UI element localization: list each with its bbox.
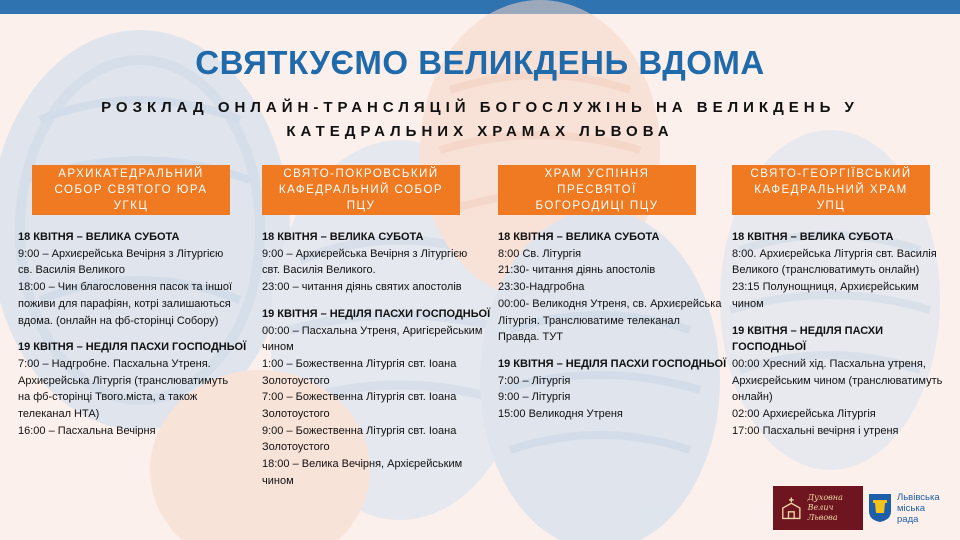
- schedule-line: 7:00 – Божественна Літургія свт. Іоана: [262, 391, 457, 404]
- schedule-line: 18:00 – Чин благословення пасок та іншої: [18, 281, 233, 294]
- dukhovna-velych-lvova-logo: [773, 486, 863, 530]
- church-icon: [779, 495, 804, 521]
- logo-text-line: міська: [897, 502, 925, 514]
- schedule-column-pokrovskyi: [262, 229, 496, 490]
- schedule-line: чином: [732, 297, 764, 310]
- schedule-day-heading: 18 КВІТНЯ – ВЕЛИКА СУБОТА: [18, 231, 180, 243]
- section-gap: [732, 313, 958, 323]
- schedule-day-heading: 19 КВІТНЯ – НЕДІЛЯ ПАСХИ ГОСПОДНЬОЇ: [18, 341, 247, 354]
- schedule-line: чином: [262, 341, 294, 354]
- column-header-line: СОБОР СВЯТОГО ЮРА УГКЦ: [54, 184, 208, 212]
- schedule-line: 7:00 – Літургія: [498, 374, 571, 387]
- schedule-column-heorhiivskyi: [732, 229, 958, 439]
- logo-text-line: рада: [897, 513, 919, 525]
- schedule-line: 8:00 Св. Літургія: [498, 247, 582, 260]
- schedule-line: Архиєрейська Літургія (транслюватимуть: [18, 374, 229, 387]
- schedule-line: 21:30- читання діянь апостолів: [498, 264, 656, 277]
- schedule-line: Великого (транслюватимуть онлайн): [732, 264, 920, 277]
- logo-text-line: Велич Львова: [807, 503, 838, 522]
- section-gap: [18, 329, 254, 339]
- schedule-line: 9:00 – Літургія: [498, 391, 571, 404]
- schedule-line: 00:00 – Пасхальна Утреня, Аригієрейським: [262, 324, 483, 337]
- column-header-line: СВЯТО-ПОКРОВСЬКИЙ: [283, 168, 439, 180]
- section-gap: [262, 296, 496, 306]
- schedule-line: 23:30-Надгробна: [498, 281, 585, 294]
- logo-text-line: Львівська: [897, 491, 940, 503]
- schedule-line: 17:00 Пасхальні вечірня і утреня: [732, 424, 899, 437]
- schedule-line: Золотоустого: [262, 408, 330, 421]
- schedule-line: Літургія. Транслюватиме телеканал: [498, 314, 680, 327]
- page-title: СВЯТКУЄМО ВЕЛИКДЕНЬ ВДОМА: [195, 44, 765, 81]
- page-subtitle: [60, 96, 900, 144]
- subtitle-line-2: КАТЕДРАЛЬНИХ ХРАМАХ ЛЬВОВА: [286, 123, 674, 140]
- schedule-line: Архиєрейським чином (транслюватимуть: [732, 374, 943, 387]
- column-header-heorhiivskyi: [732, 165, 930, 215]
- lviv-coat-of-arms-icon: [868, 493, 892, 523]
- section-gap: [498, 346, 730, 356]
- schedule-line: поживи для парафіян, котрі залишаються: [18, 297, 231, 310]
- column-header-uspinnia: [498, 165, 696, 215]
- schedule-line: 15:00 Великодня Утреня: [498, 408, 623, 421]
- column-header-pokrovskyi: [262, 165, 460, 215]
- schedule-line: Правда. ТУТ: [498, 331, 563, 344]
- schedule-line: вдома. (онлайн на фб-сторінці Собору): [18, 314, 219, 327]
- schedule-line: 8:00. Архиєрейська Літургія свт. Василія: [732, 247, 937, 260]
- schedule-day-heading: 18 КВІТНЯ – ВЕЛИКА СУБОТА: [732, 231, 894, 243]
- schedule-line: Золотоустого: [262, 374, 330, 387]
- schedule-column-uspinnia: [498, 229, 730, 423]
- schedule-line: Золотоустого: [262, 441, 330, 454]
- schedule-day-heading: 19 КВІТНЯ – НЕДІЛЯ ПАСХИ ГОСПОДНЬОЇ: [732, 324, 884, 354]
- column-header-line: ХРАМ УСПІННЯ ПРЕСВЯТОЇ: [544, 168, 650, 196]
- logo-text-line: Духовна: [807, 493, 843, 502]
- schedule-line: чином: [262, 474, 294, 487]
- column-header-line: СВЯТО-ГЕОРГІЇВСЬКИЙ: [750, 168, 912, 180]
- schedule-line: 00:00- Великодня Утреня, св. Архиєрейська: [498, 297, 722, 310]
- schedule-line: онлайн): [732, 391, 773, 404]
- schedule-line: 23:15 Полунощниця, Архиєрейським: [732, 281, 919, 294]
- column-header-st-yura: [32, 165, 230, 215]
- schedule-line: свт. Василія Великого.: [262, 264, 376, 277]
- subtitle-line-1: РОЗКЛАД ОНЛАЙН-ТРАНСЛЯЦІЙ БОГОСЛУЖІНЬ НА ВЕЛИКДЕНЬ У: [101, 99, 859, 116]
- lviv-city-council-logo: [868, 486, 958, 530]
- schedule-column-st-yura: [18, 229, 254, 439]
- column-header-line: КАФЕДРАЛЬНИЙ СОБОР ПЦУ: [278, 184, 444, 212]
- schedule-line: 9:00 – Божественна Літургія свт. Іоана: [262, 424, 457, 437]
- column-header-line: АРХИКАТЕДРАЛЬНИЙ: [58, 168, 204, 180]
- schedule-line: 18:00 – Велика Вечірня, Архієрейським: [262, 458, 463, 471]
- schedule-line: 9:00 – Архиєрейська Вечірня з Літургією: [262, 247, 468, 260]
- column-header-line: КАФЕДРАЛЬНИЙ ХРАМ УПЦ: [754, 184, 908, 212]
- schedule-day-heading: 19 КВІТНЯ – НЕДІЛЯ ПАСХИ ГОСПОДНЬОЇ: [262, 307, 491, 320]
- schedule-line: св. Василія Великого: [18, 264, 126, 277]
- schedule-line: 02:00 Архиєрейська Літургія: [732, 408, 876, 421]
- schedule-line: 7:00 – Надгробне. Пасхальна Утреня.: [18, 357, 211, 370]
- schedule-day-heading: 18 КВІТНЯ – ВЕЛИКА СУБОТА: [498, 231, 660, 243]
- schedule-day-heading: 18 КВІТНЯ – ВЕЛИКА СУБОТА: [262, 231, 424, 243]
- schedule-line: 23:00 – читання діянь святих апостолів: [262, 281, 462, 294]
- column-header-line: БОГОРОДИЦІ ПЦУ: [535, 200, 659, 212]
- schedule-line: на фб-сторінці Твого.міста, а також: [18, 391, 198, 404]
- schedule-line: 1:00 – Божественна Літургія свт. Іоана: [262, 357, 457, 370]
- schedule-day-heading: 19 КВІТНЯ – НЕДІЛЯ ПАСХИ ГОСПОДНЬОЇ: [498, 357, 727, 370]
- schedule-line: 16:00 – Пасхальна Вечірня: [18, 424, 156, 437]
- schedule-line: 9:00 – Архиєрейська Вечірня з Літургією: [18, 247, 224, 260]
- schedule-line: телеканал НТА): [18, 408, 100, 421]
- schedule-line: 00:00 Хресний хід. Пасхальна утреня,: [732, 357, 926, 370]
